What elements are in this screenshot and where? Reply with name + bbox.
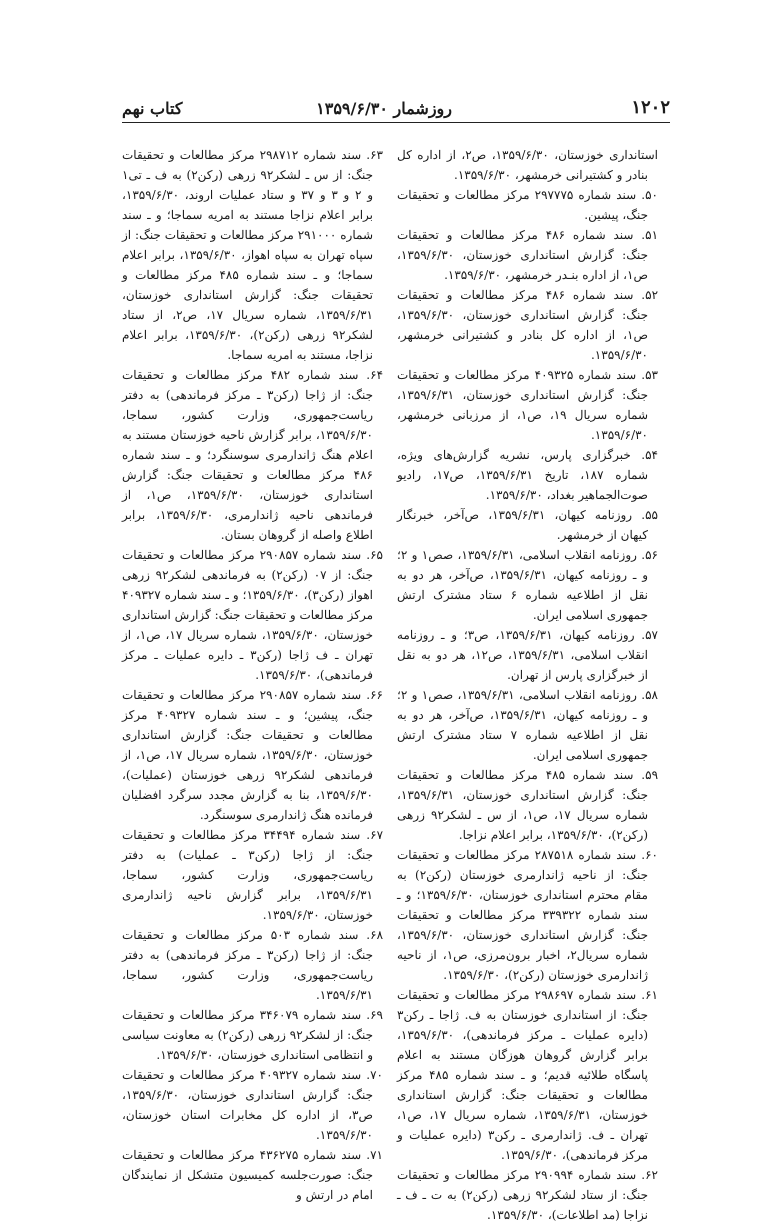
footnote-entry: ۵۸. روزنامه انقلاب اسلامی، ۱۳۵۹/۶/۳۱، صص۱ و ۲؛ و ـ روزنامه کیهان، ۱۳۵۹/۶/۳۱، ص‌آخر، هر دو به نقل از اطلاعیه شماره ۷ ستاد مشترک ارتش جمهوری اسلامی ایران.: [397, 688, 658, 762]
footnote-entry: ۶۳. سند شماره ۲۹۸۷۱۲ مرکز مطالعات و تحقیقات جنگ: از س ـ لشکر۹۲ زرهی (رکن۲) به ف ـ تی۱ و ۲ و ۳ و ۳۷ و ستاد عملیات اروند، ۱۳۵۹/۶/۳۰، برابر اعلام نزاجا مستند به امریه سماجا؛ و ـ سند شماره ۲۹۱۰۰۰ مرکز مطالعات و تحقیقات جنگ: از سپاه تهران به سپاه اهواز، ۱۳۵۹/۶/۳۰، برابر اعلام سماجا؛ و ـ سند شماره ۴۸۵ مرکز مطالعات و تحقیقات جنگ: گزارش استانداری خوزستان، ۱۳۵۹/۶/۳۱، شماره سریال ۱۷، ص۲، از ستاد لشکر۹۲ زرهی (رکن۲)، ۱۳۵۹/۶/۳۰، برابر اعلام نزاجا، مستند به امریه سماجا.: [122, 148, 383, 362]
footnote-entry: ۶۵. سند شماره ۲۹۰۸۵۷ مرکز مطالعات و تحقیقات جنگ: از ۰۷ (رکن۲) به فرماندهی لشکر۹۲ زرهی اهواز (رکن۳)، ۱۳۵۹/۶/۳۰؛ و ـ سند شماره ۴۰۹۳۲۷ مرکز مطالعات و تحقیقات جنگ: گزارش استانداری خوزستان، ۱۳۵۹/۶/۳۰، شماره سریال ۱۷، ص۱، از تهران ـ ف ژاجا (رکن۳ ـ دایره عملیات ـ مرکز فرماندهی)، ۱۳۵۹/۶/۳۰.: [122, 548, 383, 682]
book-title: کتاب نهم: [122, 99, 183, 118]
footnote-entry: ۵۰. سند شماره ۲۹۷۷۷۵ مرکز مطالعات و تحقیقات جنگ، پیشین.: [397, 188, 658, 222]
footnote-entry: ۶۱. سند شماره ۲۹۸۶۹۷ مرکز مطالعات و تحقیقات جنگ: از استانداری خوزستان به ف. ژاجا ـ رکن۳ (دایره عملیات ـ مرکز فرماندهی)، ۱۳۵۹/۶/۳۰، برابر گزارش گروهان هوزگان مستند به اعلام پاسگاه طلائیه قدیم؛ و ـ سند شماره ۴۸۵ مرکز مطالعات و تحقیقات جنگ: گزارش استانداری خوزستان، ۱۳۵۹/۶/۳۱، شماره سریال ۱۷، ص۱، تهران ـ ف. ژاندارمری ـ رکن۳ (دایره عملیات و مرکز فرماندهی)، ۱۳۵۹/۶/۳۰.: [397, 988, 658, 1162]
footnote-entry: ۵۹. سند شماره ۴۸۵ مرکز مطالعات و تحقیقات جنگ: گزارش استانداری خوزستان، ۱۳۵۹/۶/۳۱، شماره سریال ۱۷، ص۱، از س ـ لشکر۹۲ زرهی (رکن۲)، ۱۳۵۹/۶/۳۰، برابر اعلام نزاجا.: [397, 768, 659, 842]
footnote-entry: ۵۲. سند شماره ۴۸۶ مرکز مطالعات و تحقیقات جنگ: گزارش استانداری خوزستان، ۱۳۵۹/۶/۳۰، ص۱، از اداره کل بنادر و کشتیرانی خرمشهر، ۱۳۵۹/۶/۳۰.: [397, 288, 659, 362]
footnote-entry: ۶۲. سند شماره ۲۹۰۹۹۴ مرکز مطالعات و تحقیقات جنگ: از ستاد لشکر۹۲ زرهی (رکن۲) به ت ـ ف ـ نزاجا (مد اطلاعات)، ۱۳۵۹/۶/۳۰.: [397, 1168, 658, 1222]
footnote-entry: ۶۸. سند شماره ۵۰۳ مرکز مطالعات و تحقیقات جنگ: از ژاجا (رکن۳ ـ مرکز فرماندهی) به دفتر ریاست‌جمهوری، وزارت کشور، سماجا، ۱۳۵۹/۶/۳۱.: [122, 928, 384, 1002]
footnote-entry: ۵۱. سند شماره ۴۸۶ مرکز مطالعات و تحقیقات جنگ: گزارش استانداری خوزستان، ۱۳۵۹/۶/۳۰، ص۱، از اداره بنـدر خرمشهر، ۱۳۵۹/۶/۳۰.: [397, 228, 659, 282]
footnote-entry: ۵۴. خبرگزاری پارس، نشریه گزارش‌های ویژه، شماره ۱۸۷، تاریخ ۱۳۵۹/۶/۳۱، ص۱۷، رادیو صوت‌الجماهیر بغداد، ۱۳۵۹/۶/۳۰.: [397, 448, 658, 502]
footnote-entry: ۶۶. سند شماره ۲۹۰۸۵۷ مرکز مطالعات و تحقیقات جنگ، پیشین؛ و ـ سند شماره ۴۰۹۳۲۷ مرکز مطالعات و تحقیقات جنگ: گزارش استانداری خوزستان، ۱۳۵۹/۶/۳۰، شماره سریال ۱۷، ص۱، از فرماندهی لشکر۹۲ زرهی خوزستان (عملیات)، ۱۳۵۹/۶/۳۰، بنا به گزارش مجدد سرگرد افضلیان فرمانده هنگ ژاندارمری سوسنگرد.: [122, 688, 383, 822]
footnote-entry: ۵۷. روزنامه کیهان، ۱۳۵۹/۶/۳۱، ص۳؛ و ـ روزنامه انقلاب اسلامی، ۱۳۵۹/۶/۳۱، ص۱۲، هر دو به نقل از خبرگزاری پارس از تهران.: [397, 628, 658, 682]
page-header: [122, 92, 670, 123]
footnote-entry: ۶۴. سند شماره ۴۸۲ مرکز مطالعات و تحقیقات جنگ: از ژاجا (رکن۳ ـ مرکز فرماندهی) به دفتر ریاست‌جمهوری، وزارت کشور، سماجا، ۱۳۵۹/۶/۳۰، برابر گزارش ناحیه خوزستان مستند به اعلام هنگ ژاندارمری سوسنگرد؛ و ـ سند شماره ۴۸۶ مرکز مطالعات و تحقیقات جنگ: گزارش استانداری خوزستان، ۱۳۵۹/۶/۳۰، ص۱، از فرماندهی ناحیه ژاندارمری، ۱۳۵۹/۶/۳۰، برابر اطلاع واصله از گروهان بستان.: [122, 368, 384, 542]
footnote-entry: ۶۷. سند شماره ۳۴۴۹۴ مرکز مطالعات و تحقیقات جنگ: از ژاجا (رکن۳ ـ عملیات) به دفتر ریاست‌جمهوری، وزارت کشور، سماجا، ۱۳۵۹/۶/۳۱، برابر گزارش ناحیه ژاندارمری خوزستان، ۱۳۵۹/۶/۳۰.: [122, 828, 384, 922]
footnote-entry: ۵۳. سند شماره ۴۰۹۳۲۵ مرکز مطالعات و تحقیقات جنگ: گزارش استانداری خوزستان، ۱۳۵۹/۶/۳۱، شماره سریال ۱۹، ص۱، از مرزبانی خرمشهر، ۱۳۵۹/۶/۳۰.: [397, 368, 658, 442]
footnote-entry: ۶۹. سند شماره ۳۴۶۰۷۹ مرکز مطالعات و تحقیقات جنگ: از لشکر۹۲ زرهی (رکن۲) به معاونت سیاسی و انتظامی استانداری خوزستان، ۱۳۵۹/۶/۳۰.: [122, 1008, 383, 1062]
footnote-entry: استانداری خوزستان، ۱۳۵۹/۶/۳۰، ص۲، از اداره کل بنادر و کشتیرانی خرمشهر، ۱۳۵۹/۶/۳۰.: [397, 148, 658, 182]
footnote-entry: ۵۶. روزنامه انقلاب اسلامی، ۱۳۵۹/۶/۳۱، صص۱ و ۲؛ و ـ روزنامه کیهان، ۱۳۵۹/۶/۳۱، ص‌آخر، هر دو به نقل از اطلاعیه شماره ۶ ستاد مشترک ارتش جمهوری اسلامی ایران.: [397, 548, 658, 622]
footnote-entry: ۶۰. سند شماره ۲۸۷۵۱۸ مرکز مطالعات و تحقیقات جنگ: از ناحیه ژاندارمری خوزستان (رکن۲) به مقام محترم استانداری خوزستان، ۱۳۵۹/۶/۳۰؛ و ـ سند شماره ۳۳۹۳۲۲ مرکز مطالعات و تحقیقات جنگ: گزارش استانداری خوزستان، ۱۳۵۹/۶/۳۰، شماره سریال۲، اخبار برون‌مرزی، ص۱، از ناحیه ژاندارمری خوزستان (رکن۲)، ۱۳۵۹/۶/۳۰.: [397, 848, 658, 982]
footnote-entry: ۵۵. روزنامه کیهان، ۱۳۵۹/۶/۳۱، ص‌آخر، خبرنگار کیهان از خرمشهر.: [397, 508, 658, 542]
right-column: [397, 145, 658, 1225]
running-title: روزشمار ۱۳۵۹/۶/۳۰: [316, 99, 452, 118]
page-number: ۱۲۰۲: [631, 97, 670, 118]
footnote-entry: ۷۰. سند شماره ۴۰۹۳۲۷ مرکز مطالعات و تحقیقات جنگ: گزارش استانداری خوزستان، ۱۳۵۹/۶/۳۰، ص۳، از اداره کل مخابرات استان خوزستان، ۱۳۵۹/۶/۳۰.: [122, 1068, 383, 1142]
footnote-entry: ۷۱. سند شماره ۴۳۶۲۷۵ مرکز مطالعات و تحقیقات جنگ: صورت‌جلسه کمیسیون متشکل از نمایندگان امام در ارتش و: [122, 1148, 383, 1202]
left-column: [122, 145, 383, 1205]
